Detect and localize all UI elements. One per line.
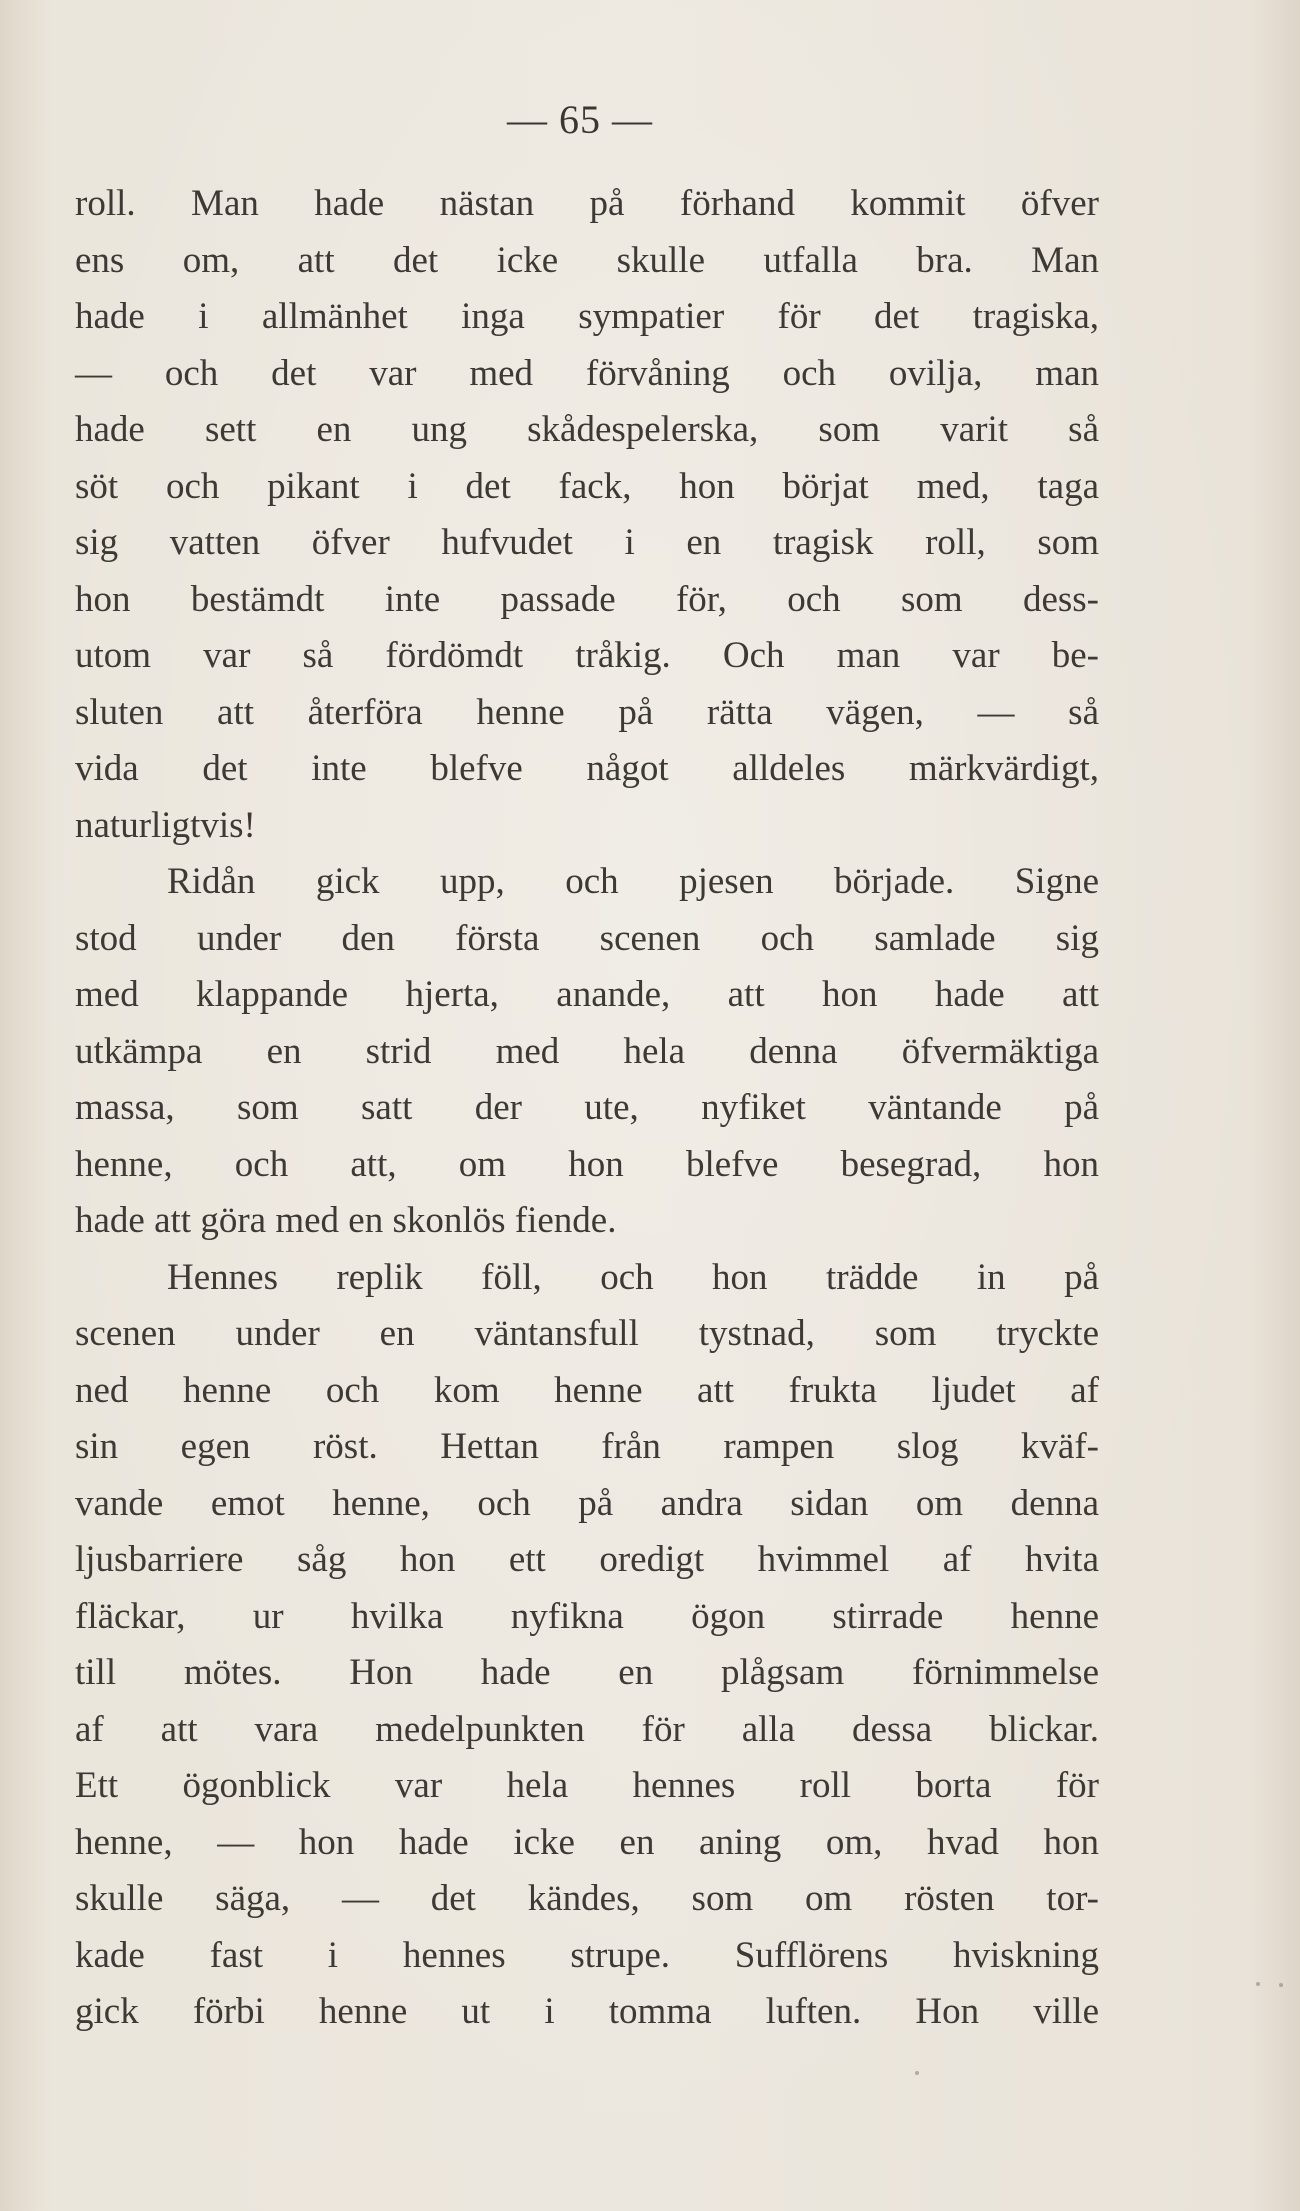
text-line: — och det var med förvåning och ovilja, man: [75, 352, 1099, 394]
text-line: roll. Man hade nästan på förhand kommit öfver: [75, 183, 1099, 224]
text-line: gick förbi henne ut i tomma luften. Hon ville: [75, 1991, 1099, 2032]
text-line: stod under den första scenen och samlade sig: [75, 917, 1099, 959]
text-line: scenen under en väntansfull tystnad, som tryckte: [75, 1313, 1099, 1354]
text-line: henne, och att, om hon blefve besegrad, hon: [75, 1143, 1099, 1185]
text-line: naturligtvis!: [75, 804, 256, 846]
text-line: söt och pikant i det fack, hon börjat med, taga: [75, 465, 1099, 507]
text-line: utkämpa en strid med hela denna öfvermäktiga: [75, 1030, 1099, 1072]
text-line: ljusbarriere såg hon ett oredigt hvimmel af hvita: [75, 1539, 1099, 1580]
page-number: — 65 —: [507, 97, 653, 142]
text-line: till mötes. Hon hade en plågsam förnimmelse: [75, 1652, 1099, 1693]
text-line: sin egen röst. Hettan från rampen slog kväf-: [75, 1426, 1099, 1467]
text-line: vande emot henne, och på andra sidan om denna: [75, 1482, 1099, 1524]
paper-speck: [1256, 1982, 1260, 1986]
text-line: hade att göra med en skonlös fiende.: [75, 1200, 617, 1241]
text-line: vida det inte blefve något alldeles märkvärdigt,: [75, 748, 1099, 789]
text-line: ens om, att det icke skulle utfalla bra. Man: [75, 239, 1099, 281]
text-line: utom var så fördömdt tråkig. Och man var be-: [75, 635, 1099, 676]
text-line: henne, — hon hade icke en aning om, hvad hon: [75, 1821, 1099, 1863]
text-line: Hennes replik föll, och hon trädde in på: [167, 1256, 1099, 1298]
text-line: ned henne och kom henne att frukta ljudet af: [75, 1369, 1099, 1411]
text-line: hade sett en ung skådespelerska, som varit så: [75, 409, 1099, 450]
text-line: af att vara medelpunkten för alla dessa blickar.: [75, 1708, 1099, 1750]
text-line: med klappande hjerta, anande, att hon hade att: [75, 974, 1099, 1015]
text-line: skulle säga, — det kändes, som om rösten tor-: [75, 1878, 1099, 1919]
text-line: Ridån gick upp, och pjesen började. Signe: [167, 861, 1099, 902]
text-line: massa, som satt der ute, nyfiket väntande på: [75, 1087, 1099, 1128]
text-line: kade fast i hennes strupe. Sufflörens hviskning: [75, 1934, 1099, 1976]
text-line: fläckar, ur hvilka nyfikna ögon stirrade henne: [75, 1595, 1099, 1637]
paper-speck: [915, 2071, 919, 2075]
body-text: [75, 176, 1099, 2041]
paper-speck: [1279, 1983, 1283, 1987]
text-line: sluten att återföra henne på rätta vägen, — så: [75, 691, 1099, 733]
text-line: hon bestämdt inte passade för, och som dess-: [75, 578, 1099, 620]
text-line: hade i allmänhet inga sympatier för det tragiska,: [75, 296, 1099, 337]
text-line: sig vatten öfver hufvudet i en tragisk roll, som: [75, 522, 1099, 563]
text-line: Ett ögonblick var hela hennes roll borta för: [75, 1765, 1099, 1806]
